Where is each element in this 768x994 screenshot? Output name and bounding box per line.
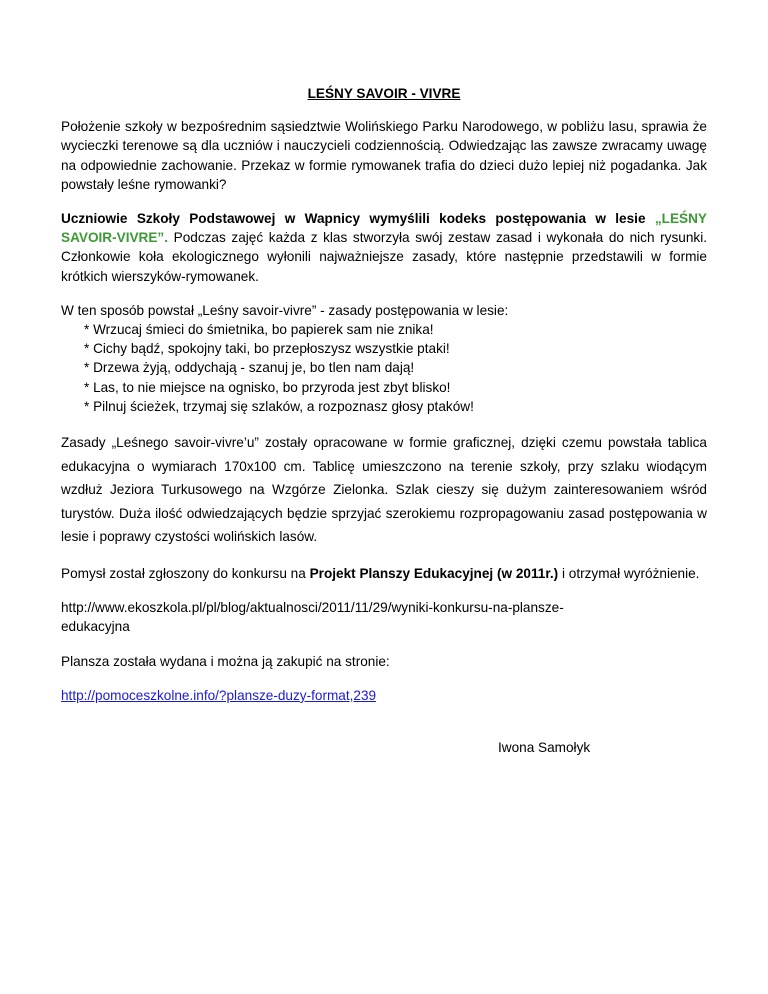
rules-intro: W ten sposób powstał „Leśny savoir-vivre” - zasady postępowania w lesie: (61, 302, 509, 318)
rule-item: * Wrzucaj śmieci do śmietnika, bo papierek sam nie znika! (84, 322, 434, 338)
author-signature: Iwona Samołyk (498, 740, 591, 755)
shop-link[interactable]: http://pomoceszkolne.info/?plansze-duzy-format,239 (61, 687, 377, 703)
document-page (61, 84, 707, 755)
students-paragraph (61, 209, 707, 286)
board-paragraph: Zasady „Leśnego savoir-vivre’u” zostały opracowane w formie graficznej, dzięki czemu powstała tablica edukacyjna o wymiarach 170x100 cm. Tablicę umieszczono na terenie szkoły, przy szlaku wiodącym wzdłuż Jeziora Turkusowego na Wzgórze Zielonka. Szlak cieszy się dużym zainteresowaniem wśród turystów. Duża ilość odwiedzających będzie sprzyjać szerokiemu rozpropagowaniu zasad postępowania w lesie i poprawy czystości wolińskich lasów. (61, 435, 707, 545)
rules-block (61, 301, 707, 416)
code-title-green: „LEŚNY SAVOIR-VIVRE”. (61, 211, 707, 246)
results-url-text: http://www.ekoszkola.pl/pl/blog/aktualnosci/2011/11/29/wyniki-konkursu-na-plansze- edukacyjna (61, 600, 564, 635)
contest-paragraph (61, 564, 707, 583)
contest-rest-text: i otrzymał wyróżnienie. (558, 566, 700, 582)
students-lead-text: Uczniowie Szkoły Podstawowej w Wapnicy wymyślili kodeks postępowania w lesie (61, 211, 655, 227)
document-title: LEŚNY SAVOIR - VIVRE (307, 86, 461, 101)
students-rest-text: Podczas zajęć każda z klas stworzyła swój zestaw zasad i wykonała do nich rysunki. Członkowie koła ekologicznego wyłonili najważniejsze zasady, które następnie przedstawili w formie krótkich wierszyków-rymowanek. (61, 230, 707, 284)
rule-item: * Pilnuj ścieżek, trzymaj się szlaków, a rozpoznasz głosy ptaków! (84, 398, 474, 414)
contest-lead-text: Pomysł został zgłoszony do konkursu na (61, 566, 310, 582)
purchase-paragraph: Plansza została wydana i można ją zakupić na stronie: (61, 653, 390, 669)
rule-item: * Drzewa żyją, oddychają - szanuj je, bo tlen nam dają! (84, 360, 415, 376)
rule-item: * Cichy bądź, spokojny taki, bo przepłoszysz wszystkie ptaki! (84, 341, 450, 357)
contest-name-bold: Projekt Planszy Edukacyjnej (w 2011r.) (309, 566, 559, 582)
link-paragraph (61, 686, 707, 705)
intro-paragraph: Położenie szkoły w bezpośrednim sąsiedztwie Wolińskiego Parku Narodowego, w pobliżu lasu, sprawia że wycieczki terenowe są dla uczniów i nauczycieli codziennością. Odwiedzając las zawsze zwracamy uwagę na odpowiednie zachowanie. Przekaz w formie rymowanek trafia do dzieci dużo lepiej niż pogadanka. Jak powstały leśne rymowanki? (61, 119, 707, 192)
rule-item: * Las, to nie miejsce na ognisko, bo przyroda jest zbyt blisko! (84, 379, 451, 395)
